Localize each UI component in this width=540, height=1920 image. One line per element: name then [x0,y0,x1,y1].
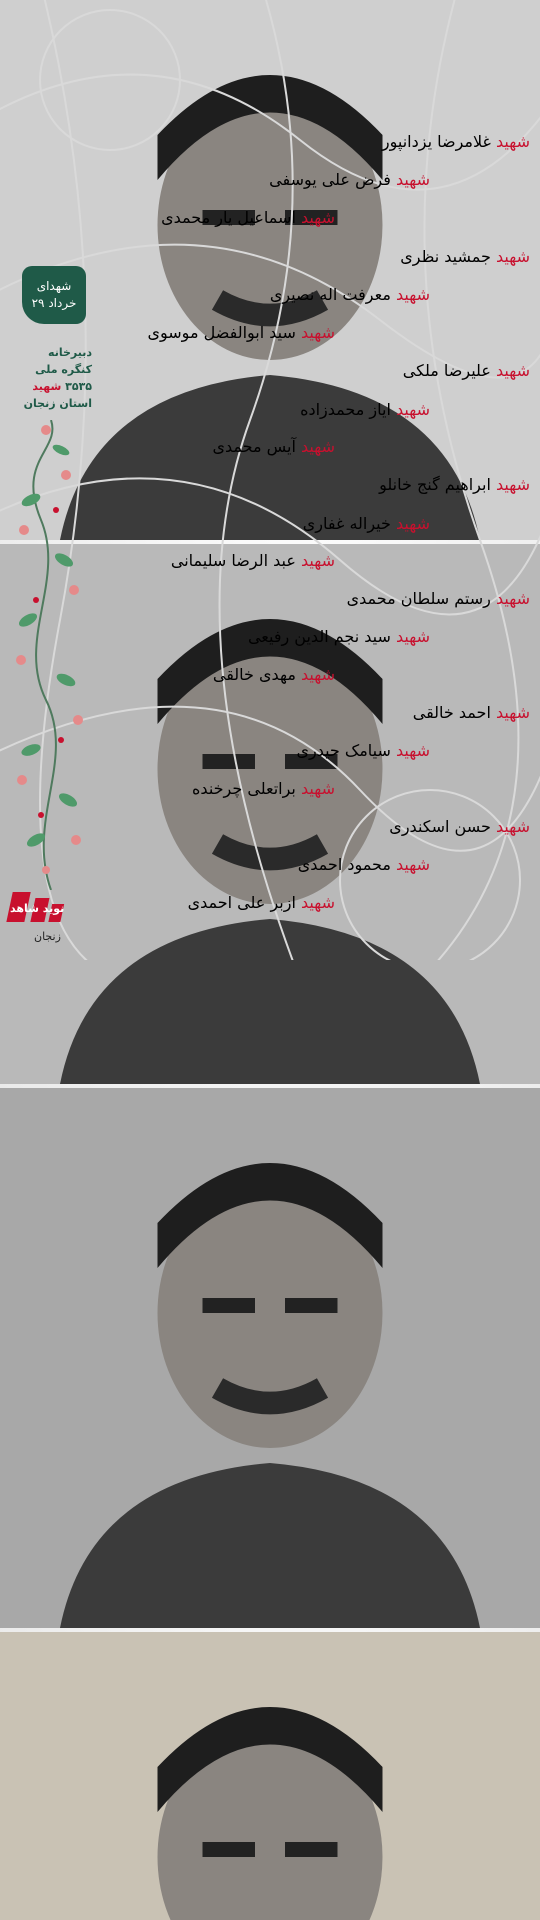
martyr-title: شهید [300,323,335,342]
martyr-title: شهید [395,855,430,874]
martyr-caption [379,475,530,494]
info-number: ۳۵۳۵ [65,380,92,393]
info-line-1: دبیرخانه [48,346,92,359]
martyr-title: شهید [395,741,430,760]
martyr-caption [303,514,430,533]
martyr-name: مهدی خالقی [212,665,296,684]
martyr-caption [270,285,430,304]
martyr-name: محمود احمدی [297,855,391,874]
info-line-2: کنگره ملی [35,363,92,376]
martyr-caption [212,437,335,456]
martyr-title: شهید [395,170,430,189]
flower-vine-decoration [6,420,96,890]
martyr-name: ابراهیم گنج خانلو [379,475,491,494]
martyr-name: آیس محمدی [212,437,296,456]
badge-line-2: ۲۹ خرداد [31,296,77,310]
martyr-title: شهید [495,361,530,380]
martyr-caption [147,323,335,342]
logo-mark [4,886,86,956]
martyr-title: شهید [495,247,530,266]
martyr-name: عبد الرضا سلیمانی [170,551,296,570]
martyr-caption [269,170,430,189]
martyr-title: شهید [395,627,430,646]
martyr-title: شهید [395,285,430,304]
logo [4,886,86,956]
martyr-title: شهید [495,703,530,722]
martyr-title: شهید [300,779,335,798]
martyr-caption [171,551,335,570]
martyr-title: شهید [395,400,430,419]
martyr-caption [298,855,430,874]
martyr-name: حسن اسکندری [389,817,491,836]
info-line-4: استان زنجان [23,397,92,410]
martyr-title: شهید [495,817,530,836]
martyr-caption [296,741,430,760]
martyr-title: شهید [495,589,530,608]
martyr-title: شهید [300,437,335,456]
martyr-title: شهید [395,514,430,533]
martyr-name: علیرضا ملکی [402,361,491,380]
martyr-caption [161,208,335,227]
martyr-title: شهید [300,551,335,570]
martyr-name: سید ابوالفضل موسوی [147,323,296,342]
badge-line-1: شهدای [36,279,72,293]
martyr-name: خیراله غفاری [302,514,391,533]
martyr-name: ازبر علی احمدی [187,893,296,912]
martyr-title: شهید [300,665,335,684]
martyr-name: سید نجم الدین رفیعی [247,627,391,646]
martyr-name: براتعلی چرخنده [192,779,296,798]
logo-sub-text: زنجان [34,930,61,943]
portrait-photo [0,1088,540,1632]
martyr-title: شهید [300,893,335,912]
martyr-name: اسماعیل یار محمدی [161,208,296,227]
martyr-caption [389,817,530,836]
info-line-3 [10,378,92,395]
martyr-name: جمشید نظری [400,247,491,266]
martyr-name: ایاز محمدزاده [300,400,391,419]
martyr-name: احمد خالقی [412,703,491,722]
martyr-caption [403,361,530,380]
martyr-caption [300,400,430,419]
occasion-badge [22,266,86,324]
logo-main-text: نوید شاهد [10,902,65,915]
martyr-title: شهید [495,475,530,494]
martyr-caption [347,589,530,608]
martyr-caption [192,779,335,798]
martyr-name: معرفت اله نصیری [269,285,391,304]
secretariat-info [10,344,92,412]
martyr-name: غلامرضا یزدانپور [381,132,491,151]
info-word: شهید [32,380,62,393]
martyr-caption [188,893,335,912]
martyr-caption [413,703,530,722]
martyr-title: شهید [300,208,335,227]
martyr-name: رستم سلطان محمدی [346,589,491,608]
martyr-caption [382,132,530,151]
martyr-name: سیامک حیدری [296,741,391,760]
martyr-caption [248,627,430,646]
martyr-caption [213,665,335,684]
martyr-title: شهید [495,132,530,151]
portrait-photo [0,1632,540,1920]
martyr-name: فرض علی یوسفی [269,170,391,189]
martyr-caption [400,247,530,266]
